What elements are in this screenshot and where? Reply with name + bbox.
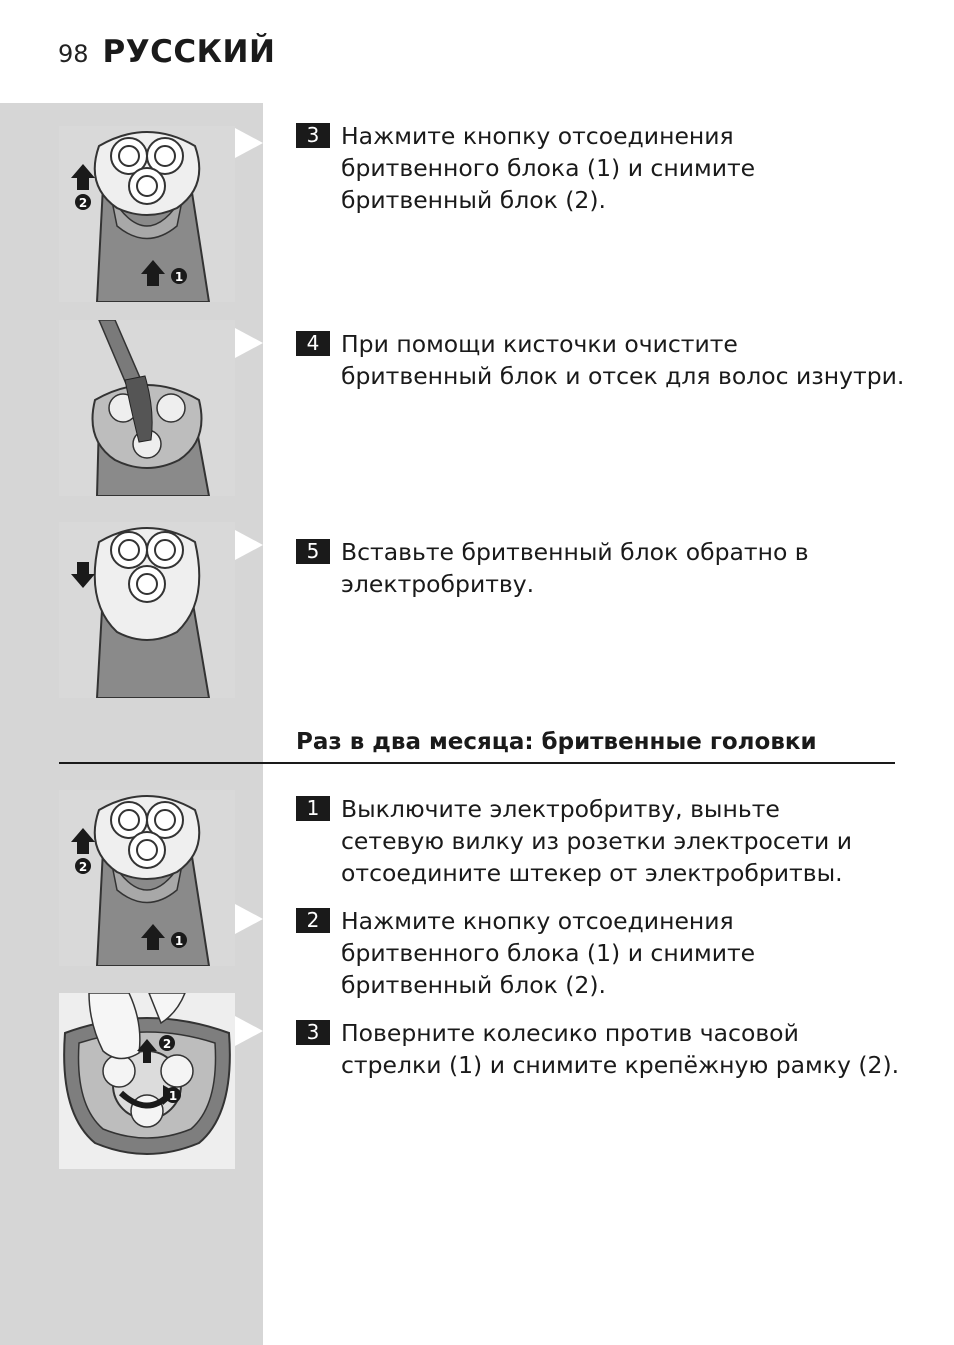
- callout-notch: [235, 328, 263, 358]
- figure-insert-shaving-unit: [59, 522, 235, 698]
- figure-remove-shaving-unit: [59, 126, 235, 302]
- retaining-frame-illustration: [59, 993, 235, 1169]
- language-heading: РУССКИЙ: [102, 34, 276, 70]
- shaver-remove-illustration: [59, 790, 235, 966]
- section-divider: [59, 762, 895, 764]
- page-header: [58, 34, 275, 74]
- step-number-badge: 3: [296, 123, 330, 148]
- step-3-turn-wheel: [296, 1017, 906, 1081]
- step-number-badge: 1: [296, 796, 330, 821]
- step-5-insert-unit: [296, 536, 906, 600]
- brush-cleaning-illustration: [59, 320, 235, 496]
- step-text: При помощи кисточки очистите бритвенный блок и отсек для волос изнутри.: [341, 330, 905, 390]
- page-number: 98: [58, 40, 89, 68]
- step-number-badge: 5: [296, 539, 330, 564]
- shaver-remove-illustration: [59, 126, 235, 302]
- step-text: Вставьте бритвенный блок обратно в электробритву.: [341, 538, 809, 598]
- step-4-brush-clean: [296, 328, 906, 392]
- step-2-remove-unit: [296, 905, 906, 1001]
- callout-notch: [235, 530, 263, 560]
- step-text: Поверните колесико против часовой стрелки (1) и снимите крепёжную рамку (2).: [341, 1019, 900, 1079]
- callout-2: 2: [78, 196, 88, 210]
- callout-1: 1: [174, 934, 184, 948]
- callout-notch: [235, 128, 263, 158]
- step-number-badge: 3: [296, 1020, 330, 1045]
- callout-2: 2: [162, 1037, 172, 1051]
- figure-brush-cleaning: [59, 320, 235, 496]
- section-title: Раз в два месяца: бритвенные головки: [296, 729, 817, 755]
- step-number-badge: 2: [296, 908, 330, 933]
- callout-1: 1: [168, 1089, 178, 1103]
- figure-remove-shaving-unit-2: [59, 790, 235, 966]
- step-3-remove-unit: [296, 120, 906, 216]
- step-number-badge: 4: [296, 331, 330, 356]
- step-text: Нажмите кнопку отсоединения бритвенного блока (1) и снимите бритвенный блок (2).: [341, 122, 756, 214]
- step-text: Нажмите кнопку отсоединения бритвенного блока (1) и снимите бритвенный блок (2).: [341, 907, 756, 999]
- step-text: Выключите электробритву, выньте сетевую вилку из розетки электросети и отсоедините штекер от электробритвы.: [341, 795, 852, 887]
- callout-notch: [235, 904, 263, 934]
- callout-2: 2: [78, 860, 88, 874]
- callout-notch: [235, 1016, 263, 1046]
- figure-retaining-frame: [59, 993, 235, 1169]
- shaver-insert-illustration: [59, 522, 235, 698]
- callout-1: 1: [174, 270, 184, 284]
- step-1-switch-off: [296, 793, 906, 889]
